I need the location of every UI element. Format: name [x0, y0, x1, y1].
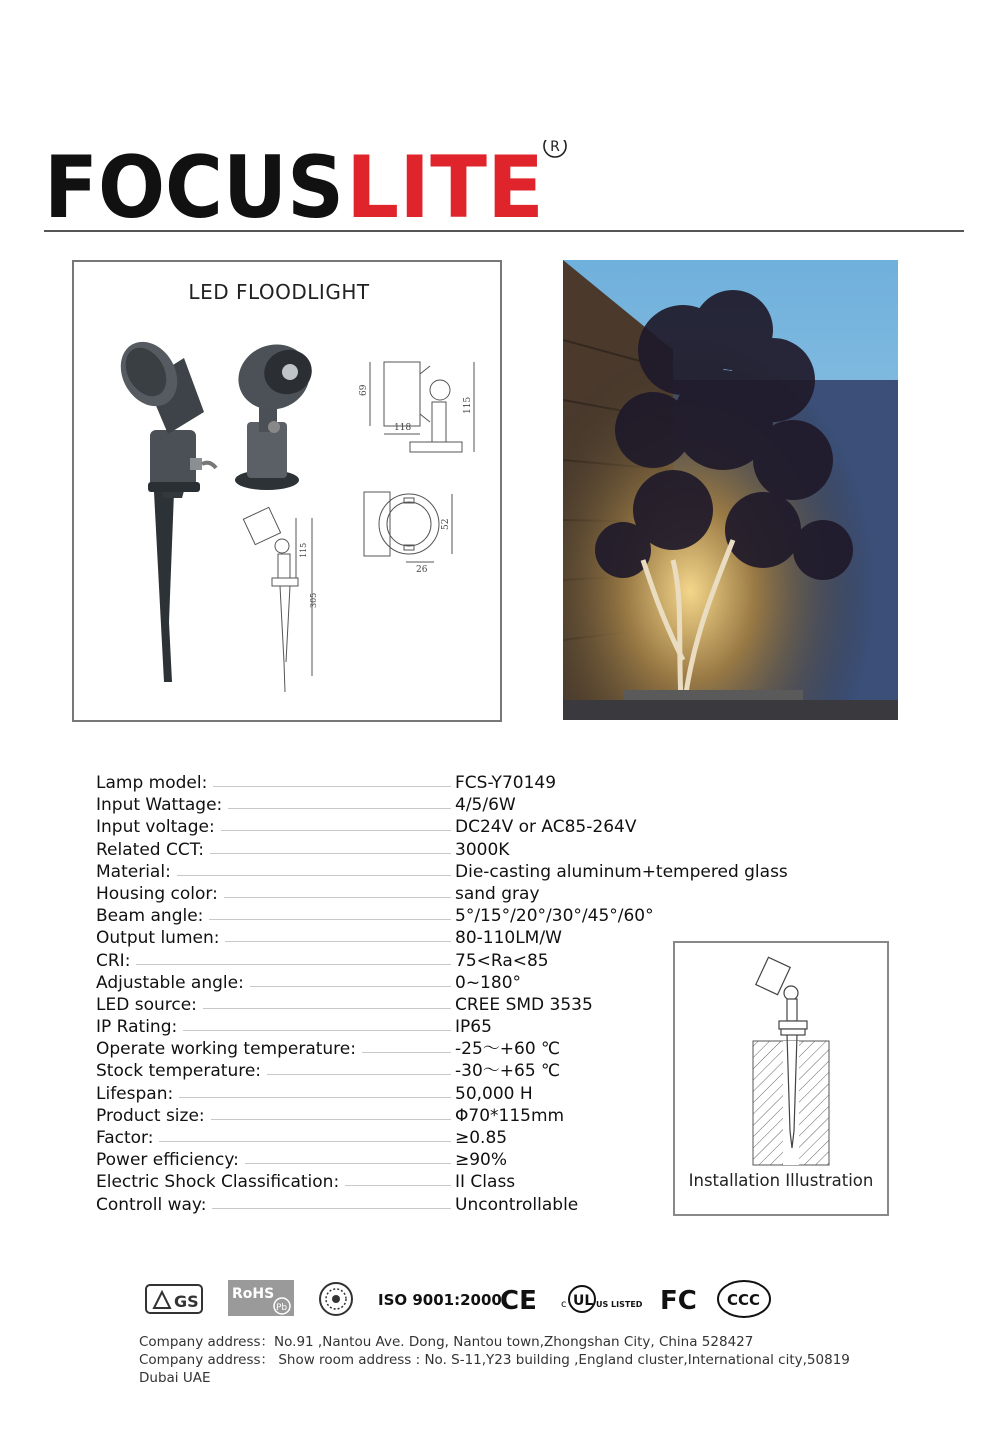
- spec-label: Beam angle:: [96, 905, 209, 927]
- spec-value: 3000K: [455, 839, 510, 860]
- product-illustration: [74, 262, 500, 720]
- spec-label: Lifespan:: [96, 1083, 179, 1105]
- spike-floodlight-render: [109, 332, 216, 682]
- spec-row: [96, 794, 796, 816]
- spec-row: [96, 905, 796, 927]
- brand-name-dark: FOCUS: [44, 140, 344, 230]
- company-address-line: Company address：No.91 ,Nantou Ave. Dong, Nantou town,Zhongshan City, China 528427: [139, 1334, 754, 1350]
- spec-row: [96, 816, 796, 838]
- spec-label: Housing color:: [96, 883, 224, 905]
- svg-text:RoHS: RoHS: [232, 1286, 275, 1302]
- spec-label: Power efficiency:: [96, 1149, 245, 1171]
- dim-305: 305: [309, 592, 318, 608]
- ce-cert-label: CE: [500, 1286, 537, 1316]
- spec-row: [96, 839, 796, 861]
- registered-mark: R: [550, 140, 560, 155]
- spec-value: CREE SMD 3535: [455, 994, 593, 1015]
- product-title: LED FLOODLIGHT: [188, 280, 370, 304]
- spec-leader-line: [96, 964, 451, 965]
- spec-value: sand gray: [455, 883, 540, 904]
- iso-cert-label: ISO 9001:2000: [378, 1291, 502, 1309]
- showroom-address-line: Company address： Show room address : No. S-11,Y23 building ,England cluster,International city,50819 Dubai UAE: [139, 1352, 850, 1386]
- spec-row: [96, 772, 796, 794]
- spec-label: Related CCT:: [96, 839, 210, 861]
- spec-value: Uncontrollable: [455, 1194, 579, 1215]
- spec-row: [96, 883, 796, 905]
- dim-26: 26: [416, 565, 428, 575]
- spec-label: Material:: [96, 861, 177, 883]
- front-view-drawing: [364, 492, 452, 562]
- spec-label: Adjustable angle:: [96, 972, 250, 994]
- spec-value: DC24V or AC85-264V: [455, 817, 637, 838]
- spec-label: Product size:: [96, 1105, 211, 1127]
- surface-floodlight-render: [229, 335, 319, 490]
- spec-label: Lamp model:: [96, 772, 213, 794]
- product-drawing-panel: [72, 260, 502, 722]
- cppcc-seal-icon: [320, 1283, 352, 1315]
- spec-value: ≥90%: [455, 1150, 508, 1171]
- spec-value: ≥0.85: [455, 1128, 508, 1148]
- dim-118: 118: [394, 423, 412, 433]
- spec-row: [96, 861, 796, 883]
- svg-text:UL: UL: [573, 1293, 594, 1309]
- svg-text:Pb: Pb: [276, 1303, 288, 1313]
- spec-label: Input voltage:: [96, 816, 221, 838]
- spec-label: Controll way:: [96, 1194, 212, 1216]
- certification-logos: [140, 1276, 780, 1322]
- dim-69: 69: [359, 384, 369, 396]
- spec-label: Factor:: [96, 1127, 159, 1149]
- ccc-cert-icon: [718, 1281, 770, 1317]
- dim-52: 52: [441, 518, 451, 530]
- brand-name-red: LITE: [346, 140, 544, 230]
- spec-value: 50,000 H: [455, 1083, 533, 1104]
- installation-caption: Installation Illustration: [688, 1171, 874, 1190]
- spec-label: Stock temperature:: [96, 1060, 267, 1082]
- application-photo: [563, 260, 898, 720]
- spec-value: FCS-Y70149: [455, 773, 557, 793]
- focuslite-logo: [44, 140, 574, 230]
- spec-value: -25～+60 ℃: [455, 1039, 561, 1060]
- fc-cert-label: FC: [660, 1286, 697, 1316]
- spike-view-drawing: [243, 507, 312, 692]
- company-addresses: [139, 1333, 879, 1387]
- spec-value: -30～+65 ℃: [455, 1061, 561, 1082]
- spec-label: Input Wattage:: [96, 794, 228, 816]
- rohs-cert-icon: [228, 1280, 294, 1316]
- spec-value: Die-casting aluminum+tempered glass: [455, 861, 788, 882]
- spec-value: 0~180°: [455, 972, 522, 993]
- spec-label: Output lumen:: [96, 927, 225, 949]
- spec-value: 4/5/6W: [455, 795, 516, 816]
- spec-value: IP65: [455, 1017, 492, 1038]
- dim-115b: 115: [299, 542, 308, 558]
- gs-cert-icon: [146, 1285, 202, 1313]
- spec-label: CRI:: [96, 950, 136, 972]
- ul-cert-icon: [561, 1286, 643, 1312]
- spec-label: LED source:: [96, 994, 203, 1016]
- side-view-drawing: [370, 362, 474, 452]
- svg-text:GS: GS: [174, 1292, 199, 1311]
- spec-label: IP Rating:: [96, 1016, 183, 1038]
- spec-value: II Class: [455, 1172, 516, 1193]
- header-divider: [44, 230, 964, 232]
- spec-label: Operate working temperature:: [96, 1038, 362, 1060]
- svg-text:US LISTED: US LISTED: [596, 1300, 643, 1309]
- spec-label: Electric Shock Classification:: [96, 1171, 345, 1193]
- dim-115: 115: [463, 396, 473, 414]
- installation-panel: [673, 941, 889, 1216]
- spec-value: Φ70*115mm: [455, 1105, 565, 1126]
- svg-text:c: c: [561, 1299, 567, 1310]
- spec-value: 75<Ra<85: [455, 950, 549, 971]
- spec-value: 5°/15°/20°/30°/45°/60°: [455, 906, 654, 927]
- spec-value: 80-110LM/W: [455, 928, 562, 949]
- svg-text:CCC: CCC: [727, 1291, 761, 1309]
